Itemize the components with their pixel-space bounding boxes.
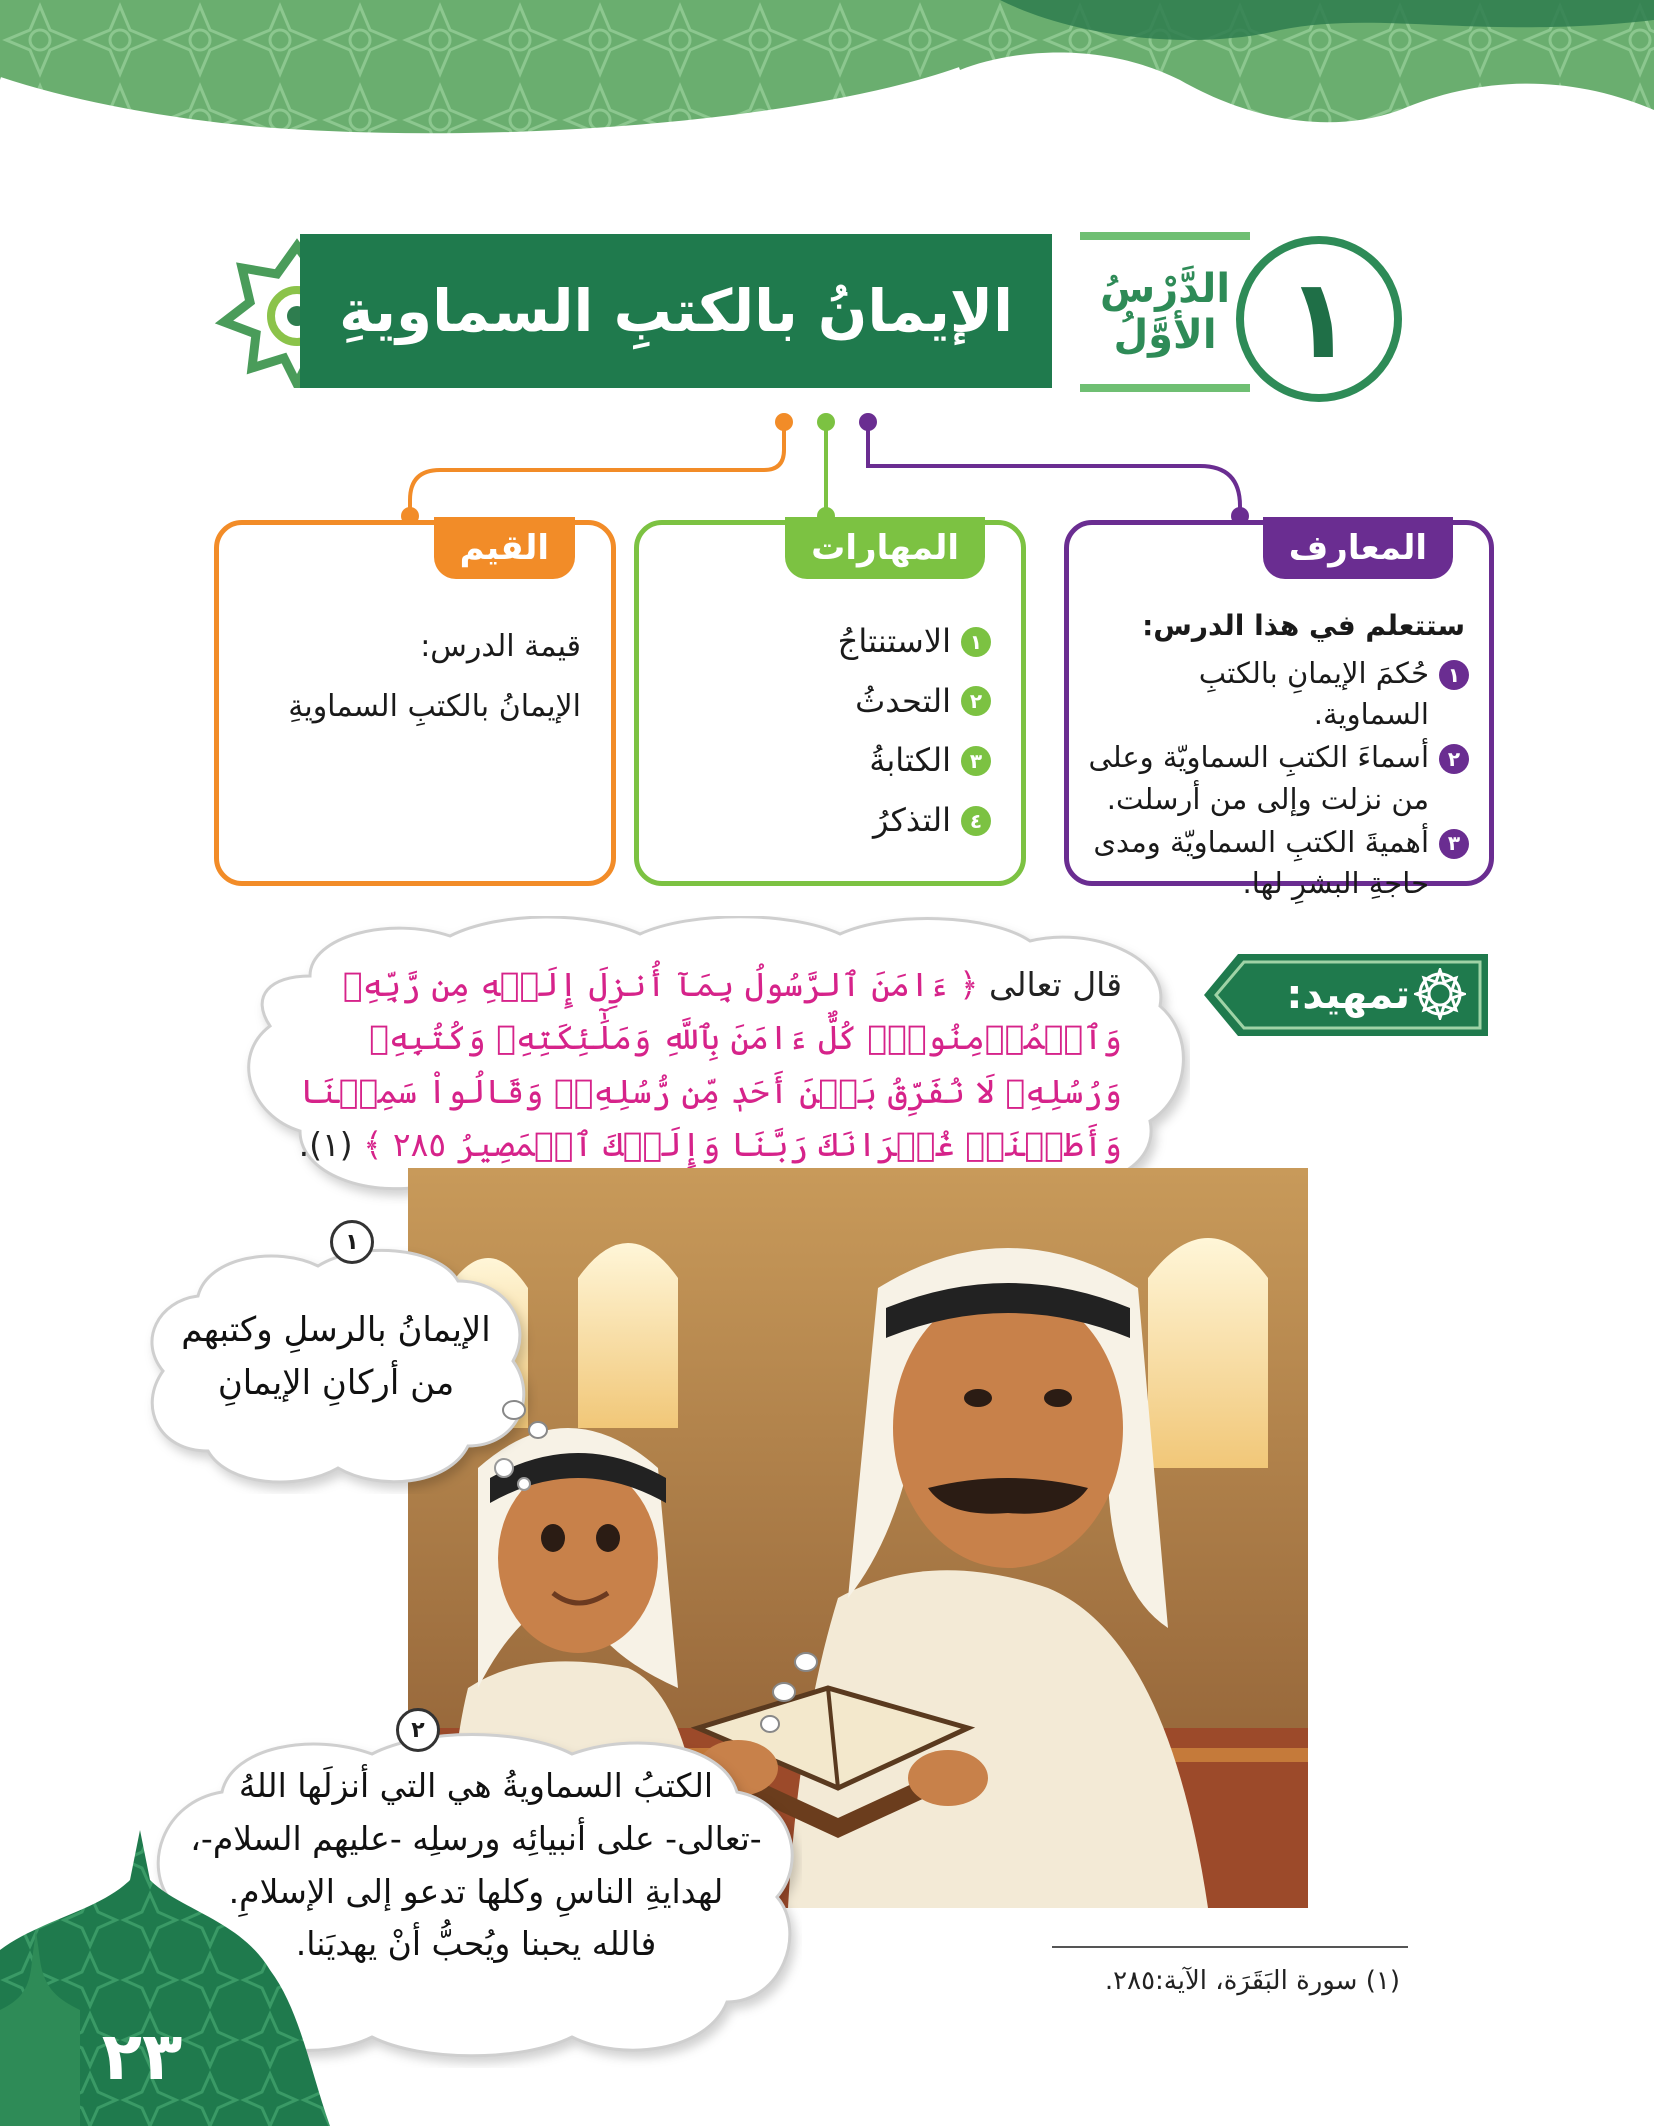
intro-label: تمهيد: [1286, 972, 1410, 1018]
quran-verse: ءَامَنَ ٱلرَّسُولُ بِمَآ أُنزِلَ إِلَيۡهِ مِن رَّبِّهِۦ وَٱلۡمُؤۡمِنُونَۚ كُلٌّ ءَامَنَ بِٱللَّهِ وَمَلَٰٓئِكَتِهِۦ وَكُتُبِهِۦ وَرُسُلِهِۦ لَا نُفَرِّقُ بَيۡنَ أَحَدٖ مِّن رُّسُلِهِۦۚ وَقَالُواْ سَمِعۡنَا وَأَطَعۡنَاۖ غُفۡرَانَكَ رَبَّنَا وَإِلَيۡكَ ٱلۡمَصِيرُ [300, 965, 1122, 1165]
number-badge: ١ [961, 627, 991, 657]
ornament-star-icon [1414, 968, 1466, 1020]
speech-cloud-1-text [156, 1304, 516, 1409]
list-item [838, 740, 991, 782]
skills-tag: المهارات [785, 517, 985, 579]
list-item-text: التحدثُ [855, 681, 951, 720]
cloud-1-number: ١ [330, 1220, 374, 1264]
values-box [214, 520, 616, 886]
cloud-2-line-2: -تعالى- على أنبيائِه ورسلِه -عليهم السلام-، [190, 1818, 762, 1858]
verse-open-bracket: ﴿ [959, 965, 979, 1004]
skills-list [838, 621, 991, 859]
knowledge-intro: ستتعلم في هذا الدرس: [1142, 609, 1465, 642]
list-item [838, 681, 991, 723]
knowledge-list [1079, 653, 1469, 906]
list-item [838, 800, 991, 842]
lesson-label-line2: الأوَّلُ [1113, 312, 1217, 358]
cloud-2-line-1: الكتبُ السماويةُ هي التي أنزلَها اللهُ [238, 1766, 714, 1805]
footnote-reference: (١). [298, 1125, 353, 1165]
cloud-1-line-1: الإيمانُ بالرسلِ وكتبهم [181, 1310, 491, 1350]
lesson-title: الإيمانُ بالكتبِ السماويةِ [300, 234, 1052, 388]
list-item-text: الاستنتاجُ [837, 622, 951, 660]
number-badge: ٤ [961, 806, 991, 836]
values-tag: القيم [434, 517, 575, 579]
values-value: الإيمانُ بالكتبِ السماويةِ [288, 689, 581, 724]
list-item-text: التذكرُ [873, 800, 951, 839]
list-item-text: أسماءَ الكتبِ السماويّة وعلى من نزلت وإلى من أرسلت. [1088, 740, 1429, 816]
number-badge: ١ [1439, 660, 1469, 690]
verse-close-bracket: ﴾ [363, 1125, 383, 1165]
list-item [1079, 737, 1469, 819]
thought-dots-2 [756, 1648, 826, 1738]
ayah-number: ٢٨٥ [392, 1125, 447, 1165]
cloud-2-number: ٢ [396, 1708, 440, 1752]
list-item [838, 621, 991, 663]
lesson-label-line1: الدَّرْسُ [1099, 266, 1231, 312]
list-item [1079, 653, 1469, 735]
verse-paragraph [292, 958, 1122, 1172]
knowledge-tag: المعارف [1263, 517, 1453, 579]
cloud-2-line-4: فالله يحبنا ويُحبُّ أنْ يهديَنا. [295, 1924, 657, 1964]
top-decorative-banner [0, 0, 1654, 170]
lesson-label [1080, 232, 1250, 392]
number-badge: ٣ [961, 746, 991, 776]
number-badge: ٣ [1439, 829, 1469, 859]
skills-box [634, 520, 1026, 886]
footnote: (١) سورة البَقَرَة، الآية:٢٨٥. [1104, 1966, 1400, 1996]
list-item-text: أهميةَ الكتبِ السماويّة ومدى حاجةِ البشرِ لها. [1093, 824, 1429, 900]
list-item-text: الكتابةُ [869, 741, 951, 780]
page-number: ٢٣ [101, 2018, 183, 2095]
knowledge-box [1064, 520, 1494, 900]
thought-dots-1 [500, 1396, 560, 1446]
verse-intro: قال تعالى [988, 965, 1122, 1004]
list-item-text: حُكمَ الإيمانِ بالكتبِ السماوية. [1198, 656, 1429, 732]
lesson-number: ١ [1236, 236, 1402, 402]
list-item [1079, 822, 1469, 904]
footnote-divider [1052, 1946, 1408, 1948]
number-badge: ٢ [961, 686, 991, 716]
cloud-2-line-3: لهدايةِ الناسِ وكلها تدعو إلى الإسلامِ. [228, 1871, 724, 1911]
values-label: قيمة الدرس: [420, 629, 581, 664]
cloud-1-line-2: من أركانِ الإيمانِ [217, 1362, 455, 1403]
number-badge: ٢ [1439, 744, 1469, 774]
